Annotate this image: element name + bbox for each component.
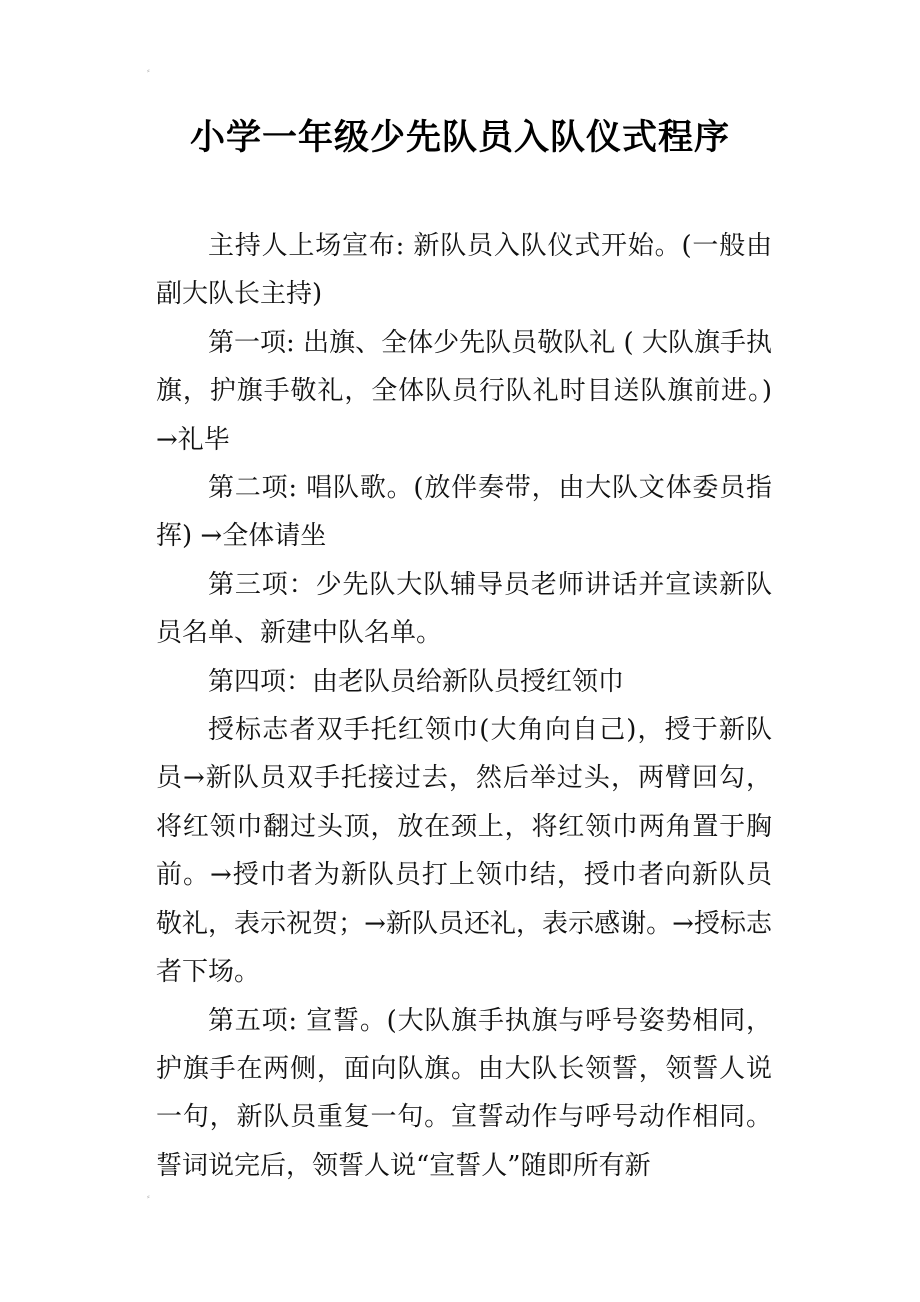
- paragraph-scarf-procedure: 授标志者双手托红领巾(大角向自己)，授于新队员→新队员双手托接过去，然后举过头，两臂回勾，将红领巾翻过头顶，放在颈上，将红领巾两角置于胸前。→授巾者为新队员打上领巾结，授巾者向新队员敬礼，表示祝贺；→新队员还礼，表示感谢。→授标志者下场。: [156, 715, 772, 988]
- paragraph-step-2: 第二项: 唱队歌。(放伴奏带，由大队文体委员指挥) →全体请坐: [156, 473, 772, 552]
- document-body: [156, 222, 772, 1190]
- corner-mark-icon: ⸗: [147, 1192, 150, 1201]
- paragraph-step-1: 第一项: 出旗、全体少先队员敬队礼 ( 大队旗手执旗，护旗手敬礼，全体队员行队礼时目送队旗前进。) →礼毕: [156, 327, 772, 455]
- page-title: 小学一年级少先队员入队仪式程序: [189, 118, 730, 158]
- corner-mark-icon: ⸗: [147, 66, 150, 75]
- paragraph-step-4: 第四项：由老队员给新队员授红领巾: [208, 666, 625, 697]
- paragraph-intro: 主持人上场宣布: 新队员入队仪式开始。(一般由副大队长主持): [156, 231, 772, 310]
- paragraph-step-3: 第三项：少先队大队辅导员老师讲话并宣读新队员名单、新建中队名单。: [156, 569, 772, 649]
- paragraph-step-5: 第五项: 宣誓。(大队旗手执旗与呼号姿势相同，护旗手在两侧，面向队旗。由大队长领誓，领誓人说一句，新队员重复一句。宣誓动作与呼号动作相同。誓词说完后，领誓人说“宣誓人”随即所有新: [156, 1005, 772, 1181]
